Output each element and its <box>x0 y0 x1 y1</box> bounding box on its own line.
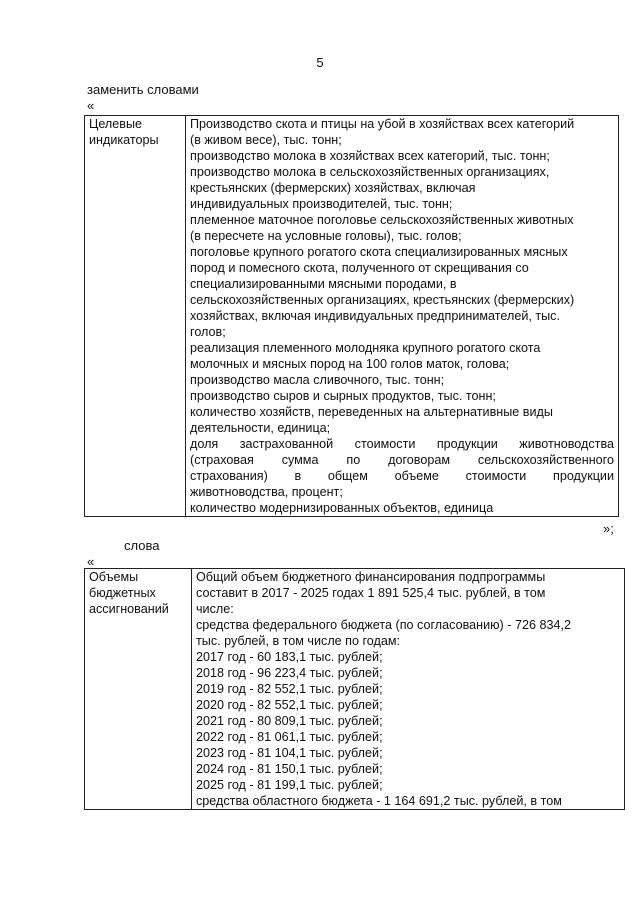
content-line: племенное маточное поголовье сельскохозяйственных животных <box>190 213 574 227</box>
content-line: доля застрахованной стоимости продукции животноводства <box>190 437 614 451</box>
content-line: количество модернизированных объектов, единица <box>190 501 494 515</box>
open-quote-2: « <box>87 554 95 569</box>
label-line: бюджетных <box>89 586 156 600</box>
content-line: животноводства, процент; <box>190 485 343 499</box>
content-line: количество хозяйств, переведенных на альтернативные виды <box>190 405 553 419</box>
content-line: тыс. рублей, в том числе по годам: <box>196 634 401 648</box>
label-line: индикаторы <box>89 133 159 147</box>
content-line: Производство скота и птицы на убой в хозяйствах всех категорий <box>190 117 575 131</box>
content-line: крестьянских (фермерских) хозяйствах, включая <box>190 181 476 195</box>
content-line: Общий объем бюджетного финансирования подпрограммы <box>196 570 546 584</box>
content-line: 2021 год - 80 809,1 тыс. рублей; <box>196 714 383 728</box>
content-line: числе: <box>196 602 234 616</box>
page-number: 5 <box>316 55 324 70</box>
content-line: хозяйствах, включая индивидуальных предпринимателей, тыс. <box>190 309 560 323</box>
label-cell <box>85 116 186 517</box>
content-line: (в живом весе), тыс. тонн; <box>190 133 342 147</box>
content-line: специализированными мясными породами, в <box>190 277 457 291</box>
content-line: средства областного бюджета - 1 164 691,2 тыс. рублей, в том <box>196 794 562 808</box>
content-line: 2019 год - 82 552,1 тыс. рублей; <box>196 682 383 696</box>
content-line: 2017 год - 60 183,1 тыс. рублей; <box>196 650 383 664</box>
content-cell <box>186 116 619 517</box>
content-line: составит в 2017 - 2025 годах 1 891 525,4 тыс. рублей, в том <box>196 586 546 600</box>
content-line: 2022 год - 81 061,1 тыс. рублей; <box>196 730 383 744</box>
content-line: (в пересчете на условные головы), тыс. голов; <box>190 229 462 243</box>
content-line: производство молока в хозяйствах всех категорий, тыс. тонн; <box>190 149 550 163</box>
content-line: 2023 год - 81 104,1 тыс. рублей; <box>196 746 383 760</box>
label-cell <box>85 569 192 810</box>
word-text: слова <box>124 538 160 553</box>
table-row <box>85 569 625 810</box>
content-line: индивидуальных производителей, тыс. тонн; <box>190 197 453 211</box>
content-line: производство молока в сельскохозяйственных организациях, <box>190 165 550 179</box>
content-line: 2025 год - 81 199,1 тыс. рублей; <box>196 778 383 792</box>
content-line: реализация племенного молодняка крупного рогатого скота <box>190 341 541 355</box>
label-line: ассигнований <box>89 602 169 616</box>
budget-allocations-table <box>84 568 625 810</box>
content-line: 2024 год - 81 150,1 тыс. рублей; <box>196 762 383 776</box>
intro-text: заменить словами <box>87 82 199 97</box>
label-line: Объемы <box>89 570 139 584</box>
content-line: (страховая сумма по договорам сельскохозяйственного <box>190 453 614 467</box>
content-cell <box>192 569 625 810</box>
content-line: молочных и мясных пород на 100 голов маток, голова; <box>190 357 510 371</box>
content-line: поголовье крупного рогатого скота специализированных мясных <box>190 245 568 259</box>
content-line: страхования) в общем объеме стоимости продукции <box>190 469 614 483</box>
content-line: производство масла сливочного, тыс. тонн; <box>190 373 445 387</box>
content-line: 2018 год - 96 223,4 тыс. рублей; <box>196 666 383 680</box>
target-indicators-table <box>84 115 619 517</box>
content-line: сельскохозяйственных организациях, крестьянских (фермерских) <box>190 293 575 307</box>
content-line: пород и помесного скота, полученного от скрещивания со <box>190 261 529 275</box>
table-row <box>85 116 619 517</box>
open-quote: « <box>87 98 95 113</box>
content-line: производство сыров и сырных продуктов, тыс. тонн; <box>190 389 496 403</box>
content-line: средства федерального бюджета (по согласованию) - 726 834,2 <box>196 618 571 632</box>
close-quote: »; <box>603 521 614 536</box>
label-line: Целевые <box>89 117 143 131</box>
content-line: 2020 год - 82 552,1 тыс. рублей; <box>196 698 383 712</box>
content-line: деятельности, единица; <box>190 421 331 435</box>
content-line: голов; <box>190 325 226 339</box>
